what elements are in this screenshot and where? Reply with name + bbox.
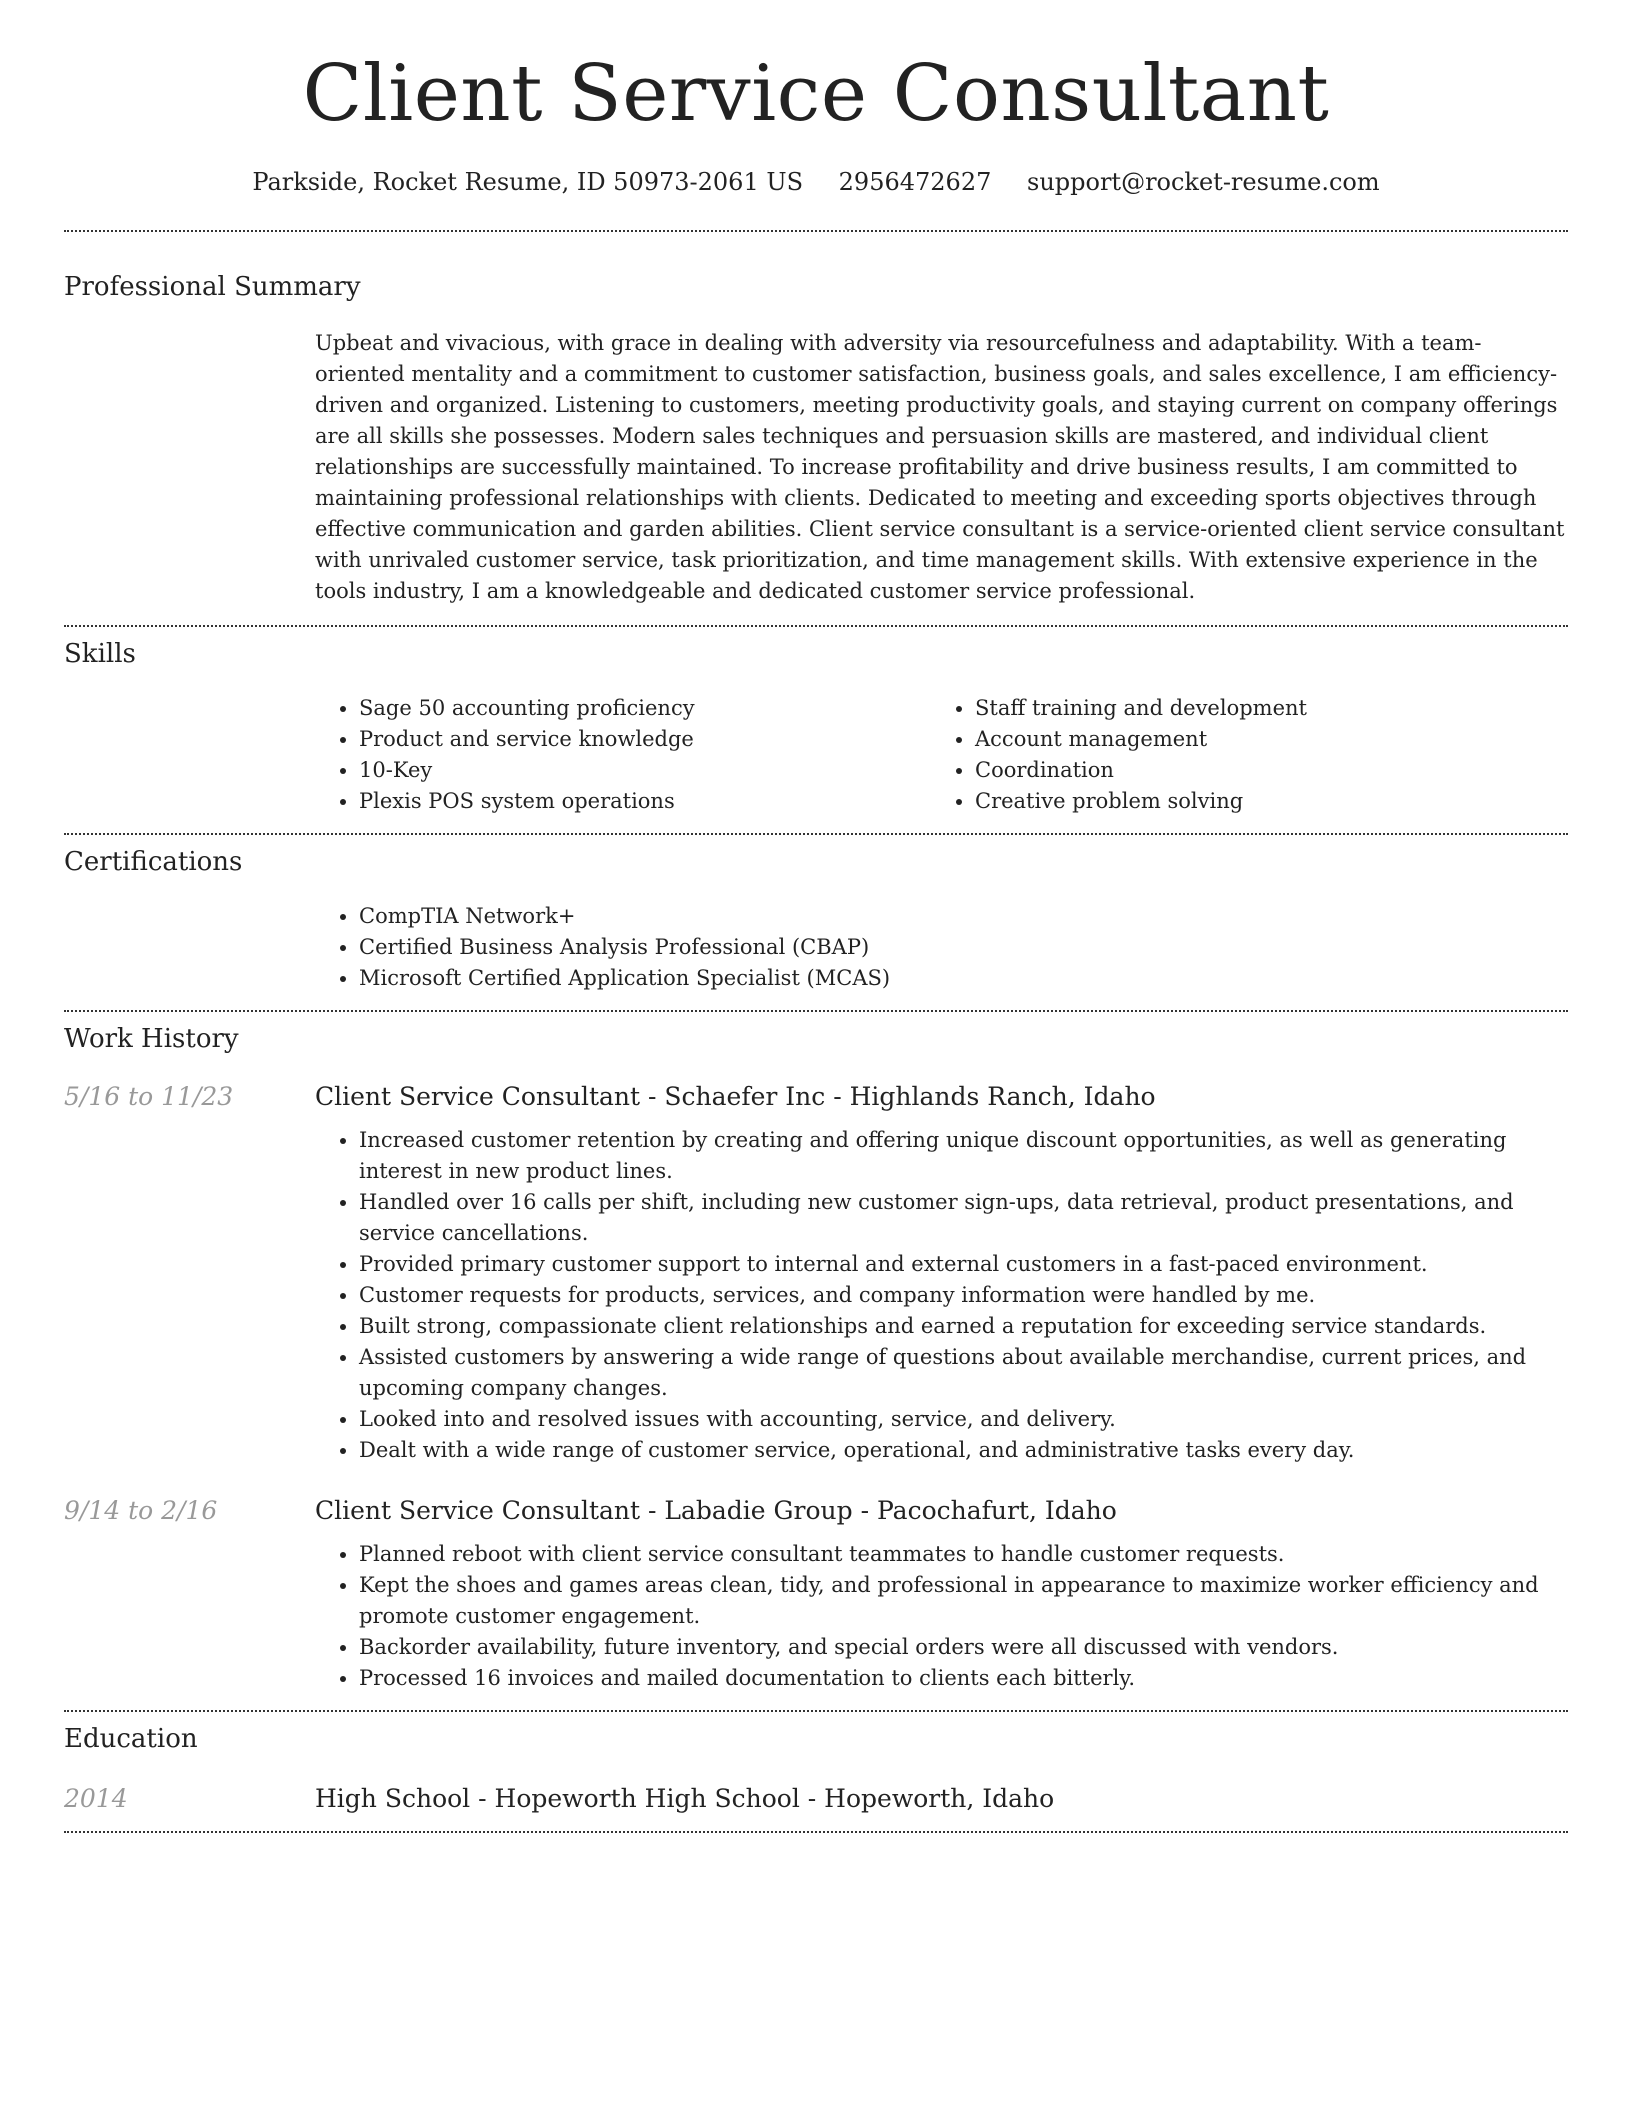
job-bullets bbox=[315, 1539, 1568, 1694]
list-item: • Built strong, compassionate client relationships and earned a reputation for exceeding service standards. bbox=[359, 1311, 1568, 1342]
list-item: • 10-Key bbox=[359, 755, 931, 786]
section-title-work: Work History bbox=[64, 1023, 239, 1054]
certifications-section bbox=[64, 835, 1568, 994]
job-bullets bbox=[315, 1125, 1568, 1466]
list-item: • Handled over 16 calls per shift, including new customer sign-ups, data retrieval, product presentations, and service cancellations. bbox=[359, 1187, 1568, 1249]
education-date: 2014 bbox=[64, 1783, 128, 1813]
list-item: • Sage 50 accounting proficiency bbox=[359, 693, 931, 724]
contact-line bbox=[64, 168, 1568, 196]
certifications-content bbox=[315, 901, 1568, 994]
list-item: • Customer requests for products, services, and company information were handled by me. bbox=[359, 1280, 1568, 1311]
list-item: • Dealt with a wide range of customer service, operational, and administrative tasks every day. bbox=[359, 1435, 1568, 1466]
job-title: Client Service Consultant - Schaefer Inc - Highlands Ranch, Idaho bbox=[315, 1081, 1156, 1111]
education-section bbox=[64, 1712, 1568, 1813]
skills-section bbox=[64, 627, 1568, 817]
list-item: • Processed 16 invoices and mailed documentation to clients each bitterly. bbox=[359, 1663, 1568, 1694]
list-item: • Plexis POS system operations bbox=[359, 786, 931, 817]
job-bullet-list bbox=[315, 1539, 1568, 1694]
work-section bbox=[64, 1012, 1568, 1694]
section-title-certifications: Certifications bbox=[64, 846, 243, 877]
section-title-education: Education bbox=[64, 1723, 198, 1754]
contact-address: Parkside, Rocket Resume, ID 50973-2061 US bbox=[252, 167, 804, 196]
summary-section bbox=[64, 232, 1568, 607]
list-item: • Microsoft Certified Application Specialist (MCAS) bbox=[359, 963, 1568, 994]
list-item: • Backorder availability, future inventory, and special orders were all discussed with vendors. bbox=[359, 1632, 1568, 1663]
job-date: 9/14 to 2/16 bbox=[64, 1495, 218, 1525]
list-item: • CompTIA Network+ bbox=[359, 901, 1568, 932]
job-header bbox=[64, 1082, 1568, 1111]
skills-list bbox=[315, 693, 1568, 817]
list-item: • Increased customer retention by creating and offering unique discount opportunities, as well as generating interest in new product lines. bbox=[359, 1125, 1568, 1187]
list-item: • Assisted customers by answering a wide range of questions about available merchandise, current prices, and upcoming company changes. bbox=[359, 1342, 1568, 1404]
list-item: • Certified Business Analysis Professional (CBAP) bbox=[359, 932, 1568, 963]
list-item: • Planned reboot with client service consultant teammates to handle customer requests. bbox=[359, 1539, 1568, 1570]
education-title: High School - Hopeworth High School - Hopeworth, Idaho bbox=[315, 1783, 1055, 1813]
job-bullet-list bbox=[315, 1125, 1568, 1466]
job-title: Client Service Consultant - Labadie Group - Pacochafurt, Idaho bbox=[315, 1495, 1117, 1525]
divider bbox=[64, 1831, 1568, 1833]
contact-email: support@rocket-resume.com bbox=[1027, 167, 1380, 196]
section-title-summary: Professional Summary bbox=[64, 271, 361, 302]
list-item: • Staff training and development bbox=[975, 693, 1547, 724]
list-item: • Account management bbox=[975, 724, 1547, 755]
job-header bbox=[64, 1496, 1568, 1525]
education-entry bbox=[64, 1784, 1568, 1813]
list-item: • Product and service knowledge bbox=[359, 724, 931, 755]
contact-phone: 2956472627 bbox=[838, 167, 992, 196]
skills-column-left bbox=[315, 693, 931, 817]
list-item: • Provided primary customer support to internal and external customers in a fast-paced environment. bbox=[359, 1249, 1568, 1280]
list-item: • Coordination bbox=[975, 755, 1547, 786]
job-date: 5/16 to 11/23 bbox=[64, 1081, 234, 1111]
summary-content bbox=[315, 328, 1568, 607]
resume-name: Client Service Consultant bbox=[302, 49, 1330, 139]
list-item: • Looked into and resolved issues with accounting, service, and delivery. bbox=[359, 1404, 1568, 1435]
section-title-skills: Skills bbox=[64, 638, 136, 669]
list-item: • Creative problem solving bbox=[975, 786, 1547, 817]
skills-column-right bbox=[931, 693, 1547, 817]
certifications-list bbox=[315, 901, 1568, 994]
list-item: • Kept the shoes and games areas clean, tidy, and professional in appearance to maximize worker efficiency and promote customer engagement. bbox=[359, 1570, 1568, 1632]
summary-text: Upbeat and vivacious, with grace in dealing with adversity via resourcefulness and adaptability. With a team-oriented mentality and a commitment to customer satisfaction, business goals, and sales excellence, I am efficiency-driven and organized. Listening to customers, meeting productivity goals, and staying current on company offerings are all skills she possesses. Modern sales techniques and persuasion skills are mastered, and individual client relationships are successfully maintained. To increase profitability and drive business results, I am committed to maintaining professional relationships with clients. Dedicated to meeting and exceeding sports objectives through effective communication and garden abilities. Client service consultant is a service-oriented client service consultant with unrivaled customer service, task prioritization, and time management skills. With extensive experience in the tools industry, I am a knowledgeable and dedicated customer service professional. bbox=[315, 330, 1565, 603]
